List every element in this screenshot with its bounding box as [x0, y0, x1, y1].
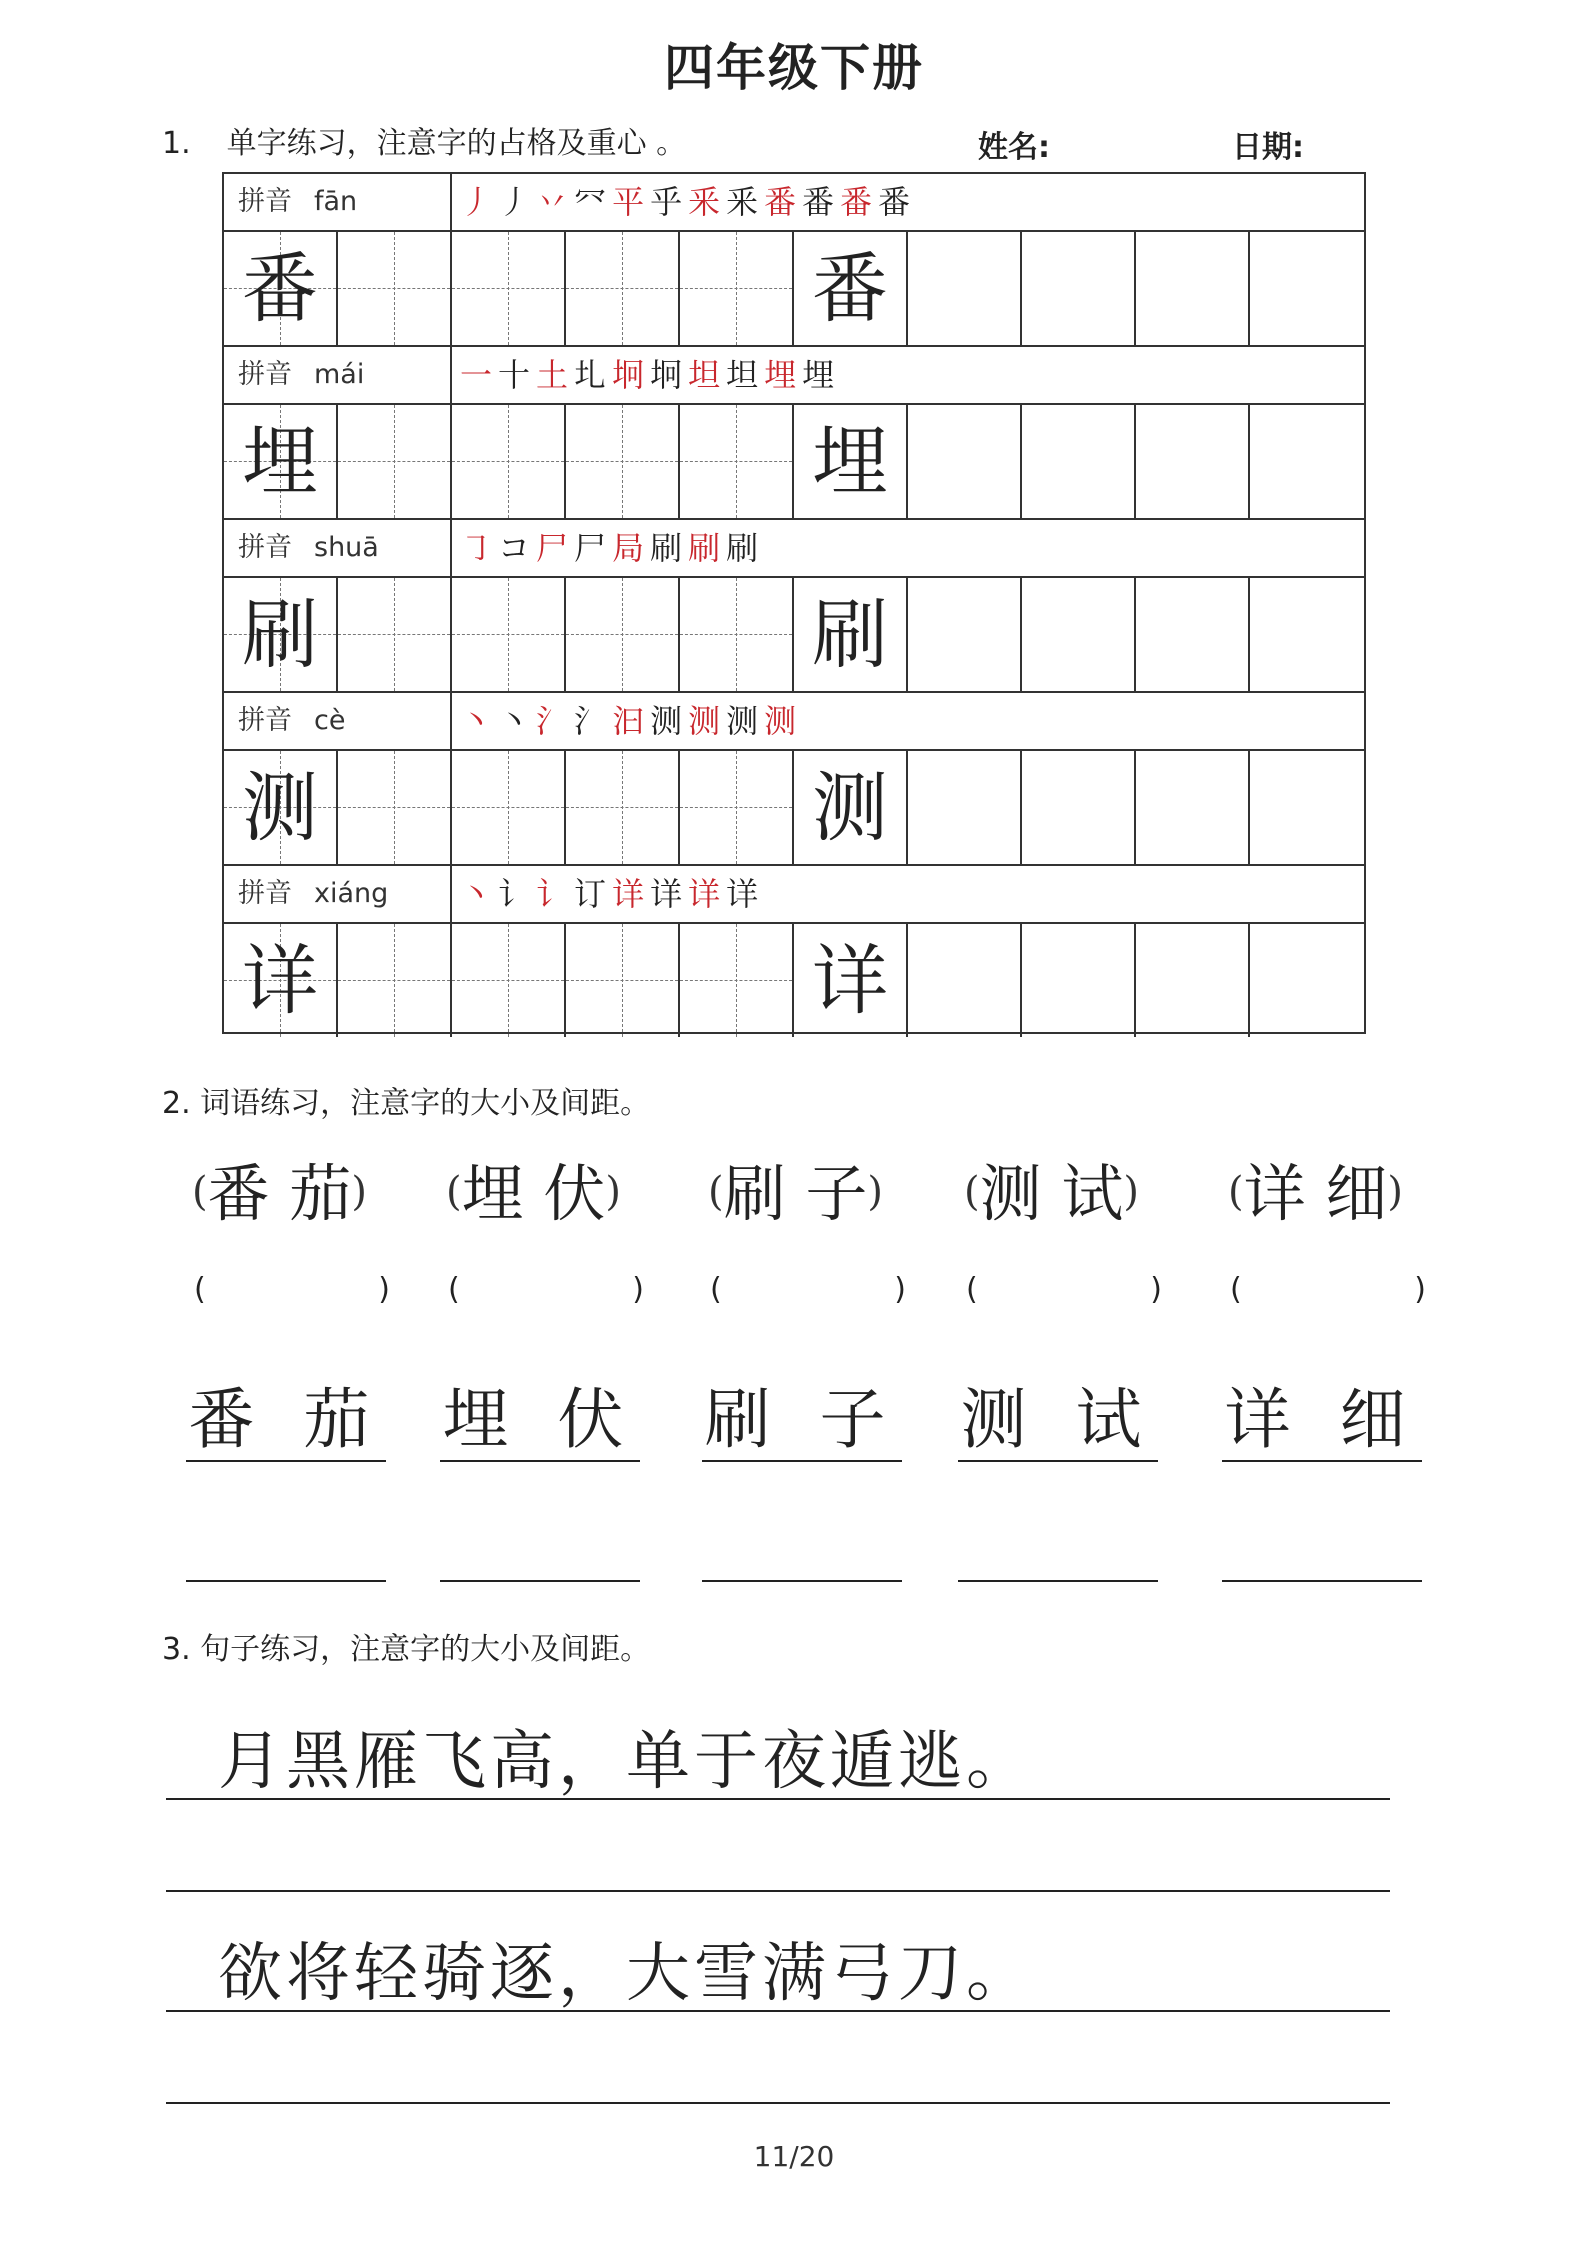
practice-cell[interactable] [1250, 924, 1364, 1037]
practice-cell[interactable] [1250, 751, 1364, 864]
stroke-step: 局 [612, 529, 651, 567]
pinyin-cell [224, 174, 452, 230]
paren-open: ( [194, 1272, 206, 1307]
word-with-parentheses [708, 1144, 883, 1233]
practice-cell[interactable] [680, 405, 794, 518]
stroke-step: 坦 [726, 356, 765, 394]
practice-cell[interactable] [908, 578, 1022, 691]
trace-character-cell [794, 232, 908, 345]
writing-line[interactable] [166, 2102, 1390, 2104]
page-number: 11/20 [753, 2140, 835, 2173]
pinyin-text: cè [314, 705, 346, 736]
stroke-step: 圠 [574, 356, 613, 394]
model-character: 详 [812, 936, 888, 1025]
character-row [224, 751, 1364, 866]
trace-character-cell [794, 924, 908, 1037]
stroke-step: 丷 [536, 183, 575, 221]
practice-cell[interactable] [566, 232, 680, 345]
stroke-step: 埋 [764, 356, 803, 394]
paren-close: ) [1123, 1169, 1139, 1215]
stroke-step: 番 [764, 183, 803, 221]
stroke-step: 汩 [612, 702, 651, 740]
model-character: 埋 [242, 417, 318, 506]
section3-heading: 3. 句子练习，注意字的大小及间距。 [162, 1632, 651, 1667]
stroke-step: 测 [764, 702, 803, 740]
traced-word: 埋 伏 [440, 1380, 640, 1462]
stroke-step: 详 [612, 875, 651, 913]
section2-heading: 2. 词语练习，注意字的大小及间距。 [162, 1086, 651, 1121]
stroke-step: 㓁 [574, 183, 613, 221]
stroke-step: 番 [802, 183, 841, 221]
practice-cell[interactable] [566, 751, 680, 864]
section1-heading [162, 118, 686, 162]
model-character-cell [224, 232, 338, 345]
practice-cell[interactable] [1022, 232, 1136, 345]
pinyin-cell [224, 520, 452, 576]
stroke-step: 测 [688, 702, 727, 740]
practice-cell[interactable] [338, 751, 452, 864]
word-text: 埋 伏 [461, 1157, 606, 1230]
word-text: 刷 子 [723, 1157, 868, 1230]
trace-character-cell [794, 751, 908, 864]
model-character: 刷 [242, 590, 318, 679]
stroke-step: ㇆ [460, 529, 499, 567]
model-character: 番 [242, 244, 318, 333]
stroke-step: 釆 [688, 183, 727, 221]
pinyin-text: mái [314, 359, 365, 390]
practice-cell[interactable] [566, 405, 680, 518]
pinyin-row [224, 174, 1364, 232]
model-character-cell [224, 405, 338, 518]
practice-cell[interactable] [1136, 751, 1250, 864]
stroke-step: 坦 [688, 356, 727, 394]
practice-cell[interactable] [1136, 405, 1250, 518]
name-label: 姓名: [978, 130, 1050, 165]
stroke-step: 番 [840, 183, 879, 221]
stroke-step: 尸 [574, 529, 613, 567]
stroke-step: 坰 [612, 356, 651, 394]
traced-word: 测 试 [958, 1380, 1158, 1462]
pinyin-label: 拼音 [238, 705, 292, 736]
stroke-order [460, 347, 840, 403]
stroke-step: 平 [612, 183, 651, 221]
practice-cell[interactable] [680, 232, 794, 345]
stroke-step: 刷 [650, 529, 689, 567]
paren-close: ) [1150, 1272, 1162, 1307]
stroke-step: 乎 [650, 183, 689, 221]
paren-close: ) [1387, 1169, 1403, 1215]
stroke-step: 尸 [536, 529, 575, 567]
stroke-step: 讠 [536, 875, 575, 913]
pinyin-cell [224, 693, 452, 749]
stroke-step: 详 [650, 875, 689, 913]
stroke-step: 土 [536, 356, 575, 394]
paren-close: ) [632, 1272, 644, 1307]
pinyin-cell [224, 866, 452, 922]
practice-cell[interactable] [1250, 232, 1364, 345]
page-title: 四年级下册 [664, 39, 924, 97]
stroke-step: 测 [726, 702, 765, 740]
paren-open: ( [448, 1272, 460, 1307]
practice-cell[interactable] [1022, 924, 1136, 1037]
stroke-order [460, 520, 764, 576]
paren-open: ( [710, 1272, 722, 1307]
stroke-step: 丿 [498, 183, 537, 221]
practice-cell[interactable] [1022, 578, 1136, 691]
practice-cell[interactable] [1136, 578, 1250, 691]
trace-character-cell [794, 405, 908, 518]
word-with-parentheses [964, 1144, 1139, 1233]
paren-close: ) [1414, 1272, 1426, 1307]
model-character-cell [224, 578, 338, 691]
sentence-line: 欲将轻骑逐，大雪满弓刀。 [166, 1936, 1390, 2012]
traced-word: 番 茄 [186, 1380, 386, 1462]
character-row [224, 924, 1364, 1039]
paren-open: ( [446, 1169, 462, 1215]
model-character: 刷 [812, 590, 888, 679]
practice-cell[interactable] [680, 751, 794, 864]
paren-close: ) [867, 1169, 883, 1215]
writing-line[interactable] [186, 1580, 386, 1582]
stroke-step: 丶 [460, 702, 499, 740]
paren-open: ( [966, 1272, 978, 1307]
stroke-step: 讠 [498, 875, 537, 913]
stroke-step: 测 [650, 702, 689, 740]
practice-cell[interactable] [908, 751, 1022, 864]
character-row [224, 232, 1364, 347]
stroke-step: 详 [726, 875, 765, 913]
writing-line[interactable] [958, 1580, 1158, 1582]
writing-line[interactable] [1222, 1580, 1422, 1582]
paren-close: ) [894, 1272, 906, 1307]
practice-cell[interactable] [908, 924, 1022, 1037]
word-text: 番 茄 [207, 1157, 352, 1230]
word-text: 测 试 [979, 1157, 1124, 1230]
practice-cell[interactable] [452, 924, 566, 1037]
practice-cell[interactable] [338, 578, 452, 691]
sentence-line: 月黑雁飞高，单于夜遁逃。 [166, 1724, 1390, 1800]
practice-cell[interactable] [908, 405, 1022, 518]
stroke-step: コ [498, 529, 537, 567]
practice-cell[interactable] [680, 578, 794, 691]
word-with-parentheses [192, 1144, 367, 1233]
practice-cell[interactable] [566, 578, 680, 691]
stroke-order [460, 174, 916, 230]
writing-line[interactable] [440, 1580, 640, 1582]
word-text: 详 细 [1243, 1157, 1388, 1230]
practice-cell[interactable] [908, 232, 1022, 345]
pinyin-text: xiáng [314, 878, 389, 909]
stroke-step: 十 [498, 356, 537, 394]
stroke-step: 刷 [726, 529, 765, 567]
pinyin-row [224, 693, 1364, 751]
model-character: 埋 [812, 417, 888, 506]
section1-number: 1. [162, 126, 191, 161]
pinyin-cell [224, 347, 452, 403]
practice-cell[interactable] [1136, 924, 1250, 1037]
paren-open: ( [1230, 1272, 1242, 1307]
pinyin-row [224, 520, 1364, 578]
pinyin-label: 拼音 [238, 878, 292, 909]
stroke-step: 丶 [460, 875, 499, 913]
practice-cell[interactable] [680, 924, 794, 1037]
paren-close: ) [378, 1272, 390, 1307]
character-practice-grid [222, 172, 1366, 1034]
writing-line[interactable] [166, 1890, 1390, 1892]
model-character: 测 [812, 763, 888, 852]
pinyin-row [224, 866, 1364, 924]
paren-open: ( [192, 1169, 208, 1215]
model-character: 测 [242, 763, 318, 852]
paren-open: ( [708, 1169, 724, 1215]
pinyin-label: 拼音 [238, 532, 292, 563]
traced-word: 详 细 [1222, 1380, 1422, 1462]
paren-open: ( [964, 1169, 980, 1215]
practice-cell[interactable] [338, 405, 452, 518]
paren-close: ) [351, 1169, 367, 1215]
model-character-cell [224, 751, 338, 864]
stroke-step: 丶 [498, 702, 537, 740]
stroke-step: 氵 [536, 702, 575, 740]
model-character: 详 [242, 936, 318, 1025]
model-character: 番 [812, 244, 888, 333]
practice-cell[interactable] [452, 578, 566, 691]
practice-cell[interactable] [452, 232, 566, 345]
pinyin-text: fān [314, 186, 358, 217]
practice-cell[interactable] [566, 924, 680, 1037]
paren-open: ( [1228, 1169, 1244, 1215]
section1-instruction: 单字练习，注意字的占格及重心 。 [226, 126, 687, 161]
word-with-parentheses [1228, 1144, 1403, 1233]
trace-character-cell [794, 578, 908, 691]
model-character-cell [224, 924, 338, 1037]
practice-cell[interactable] [338, 232, 452, 345]
date-label: 日期: [1232, 130, 1304, 165]
word-with-parentheses [446, 1144, 621, 1233]
stroke-step: 釆 [726, 183, 765, 221]
practice-cell[interactable] [1250, 578, 1364, 691]
pinyin-label: 拼音 [238, 359, 292, 390]
stroke-step: 番 [878, 183, 917, 221]
practice-cell[interactable] [1022, 405, 1136, 518]
practice-cell[interactable] [452, 405, 566, 518]
stroke-step: 详 [688, 875, 727, 913]
stroke-step: 一 [460, 356, 499, 394]
stroke-step: 丿 [460, 183, 499, 221]
writing-line[interactable] [702, 1580, 902, 1582]
stroke-order [460, 866, 764, 922]
pinyin-text: shuā [314, 532, 379, 563]
practice-cell[interactable] [452, 751, 566, 864]
stroke-order [460, 693, 802, 749]
paren-close: ) [605, 1169, 621, 1215]
practice-cell[interactable] [1136, 232, 1250, 345]
character-row [224, 578, 1364, 693]
stroke-step: 氵 [574, 702, 613, 740]
stroke-step: 埋 [802, 356, 841, 394]
character-row [224, 405, 1364, 520]
stroke-step: 刷 [688, 529, 727, 567]
stroke-step: 坰 [650, 356, 689, 394]
pinyin-row [224, 347, 1364, 405]
practice-cell[interactable] [338, 924, 452, 1037]
stroke-step: 订 [574, 875, 613, 913]
practice-cell[interactable] [1022, 751, 1136, 864]
traced-word: 刷 子 [702, 1380, 902, 1462]
practice-cell[interactable] [1250, 405, 1364, 518]
pinyin-label: 拼音 [238, 186, 292, 217]
